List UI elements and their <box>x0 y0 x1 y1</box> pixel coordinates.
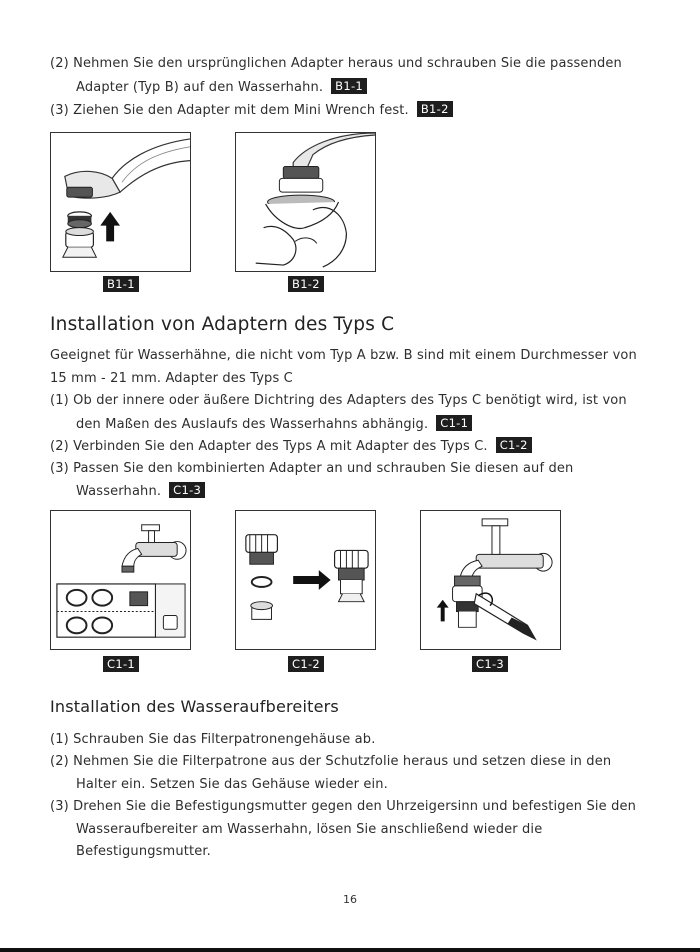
step-w3-line2: Wasseraufbereiter am Wasserhahn, lösen Sie anschließend wieder die <box>76 822 543 837</box>
step-w3-line3: Befestigungsmutter. <box>76 844 211 859</box>
wrench-on-faucet-illustration <box>421 511 560 649</box>
step-c1-line2: den Maßen des Auslaufs des Wasserhahns abhängig. C1-1 <box>76 415 472 434</box>
figure-caption-c1-1: C1-1 <box>103 656 139 672</box>
faucet-adapter-illustration <box>51 133 190 271</box>
intro-line-1: Geeignet für Wasserhähne, die nicht vom Typ A bzw. B sind mit einem Durchmesser von <box>50 348 637 363</box>
step-c2-line1: (2) Verbinden Sie den Adapter des Typs A mit Adapter des Typs C. C1-2 <box>50 437 532 456</box>
figure-caption-b1-1: B1-1 <box>103 276 139 292</box>
step-w1-line1: (1) Schrauben Sie das Filterpatronengehäuse ab. <box>50 732 376 747</box>
step-b3-line1: (3) Ziehen Sie den Adapter mit dem Mini Wrench fest. B1-2 <box>50 101 453 120</box>
figure-caption-b1-2: B1-2 <box>288 276 324 292</box>
step-b2-line1: (2) Nehmen Sie den ursprünglichen Adapter heraus und schrauben Sie die passenden <box>50 56 622 71</box>
section-heading-type-c: Installation von Adaptern des Typs C <box>50 314 395 335</box>
step-w2-line2: Halter ein. Setzen Sie das Gehäuse wieder ein. <box>76 777 388 792</box>
step-tag-b1-2: B1-2 <box>417 101 453 117</box>
step-c3-line1: (3) Passen Sie den kombinierten Adapter an und schrauben Sie diesen auf den <box>50 461 574 476</box>
step-c3-line2: Wasserhahn. C1-3 <box>76 482 205 501</box>
figure-caption-c1-2: C1-2 <box>288 656 324 672</box>
figure-c1-3 <box>420 510 561 650</box>
step-w2-line1: (2) Nehmen Sie die Filterpatrone aus der Schutzfolie heraus und setzen diese in den <box>50 754 612 769</box>
step-b2-line2: Adapter (Typ B) auf den Wasserhahn. B1-1 <box>76 78 367 97</box>
step-c1-line1: (1) Ob der innere oder äußere Dichtring des Adapters des Typs C benötigt wird, ist von <box>50 393 627 408</box>
section-heading-water-purifier: Installation des Wasseraufbereiters <box>50 697 339 716</box>
figure-b1-1 <box>50 132 191 272</box>
adapter-combination-illustration <box>236 511 375 649</box>
step-tag-c1-2: C1-2 <box>496 437 532 453</box>
bottom-rule <box>0 948 700 952</box>
page-number: 16 <box>343 893 357 906</box>
figure-caption-c1-3: C1-3 <box>472 656 508 672</box>
step-tag-c1-1: C1-1 <box>436 415 472 431</box>
figure-c1-2 <box>235 510 376 650</box>
figure-c1-1 <box>50 510 191 650</box>
step-w3-line1: (3) Drehen Sie die Befestigungsmutter gegen den Uhrzeigersinn und befestigen Sie den <box>50 799 637 814</box>
figure-b1-2 <box>235 132 376 272</box>
faucet-and-seal-rings-illustration <box>51 511 190 649</box>
step-tag-b1-1: B1-1 <box>331 78 367 94</box>
intro-line-2: 15 mm - 21 mm. Adapter des Typs C <box>50 371 293 386</box>
wrench-tightening-illustration <box>236 133 375 271</box>
step-tag-c1-3: C1-3 <box>169 482 205 498</box>
